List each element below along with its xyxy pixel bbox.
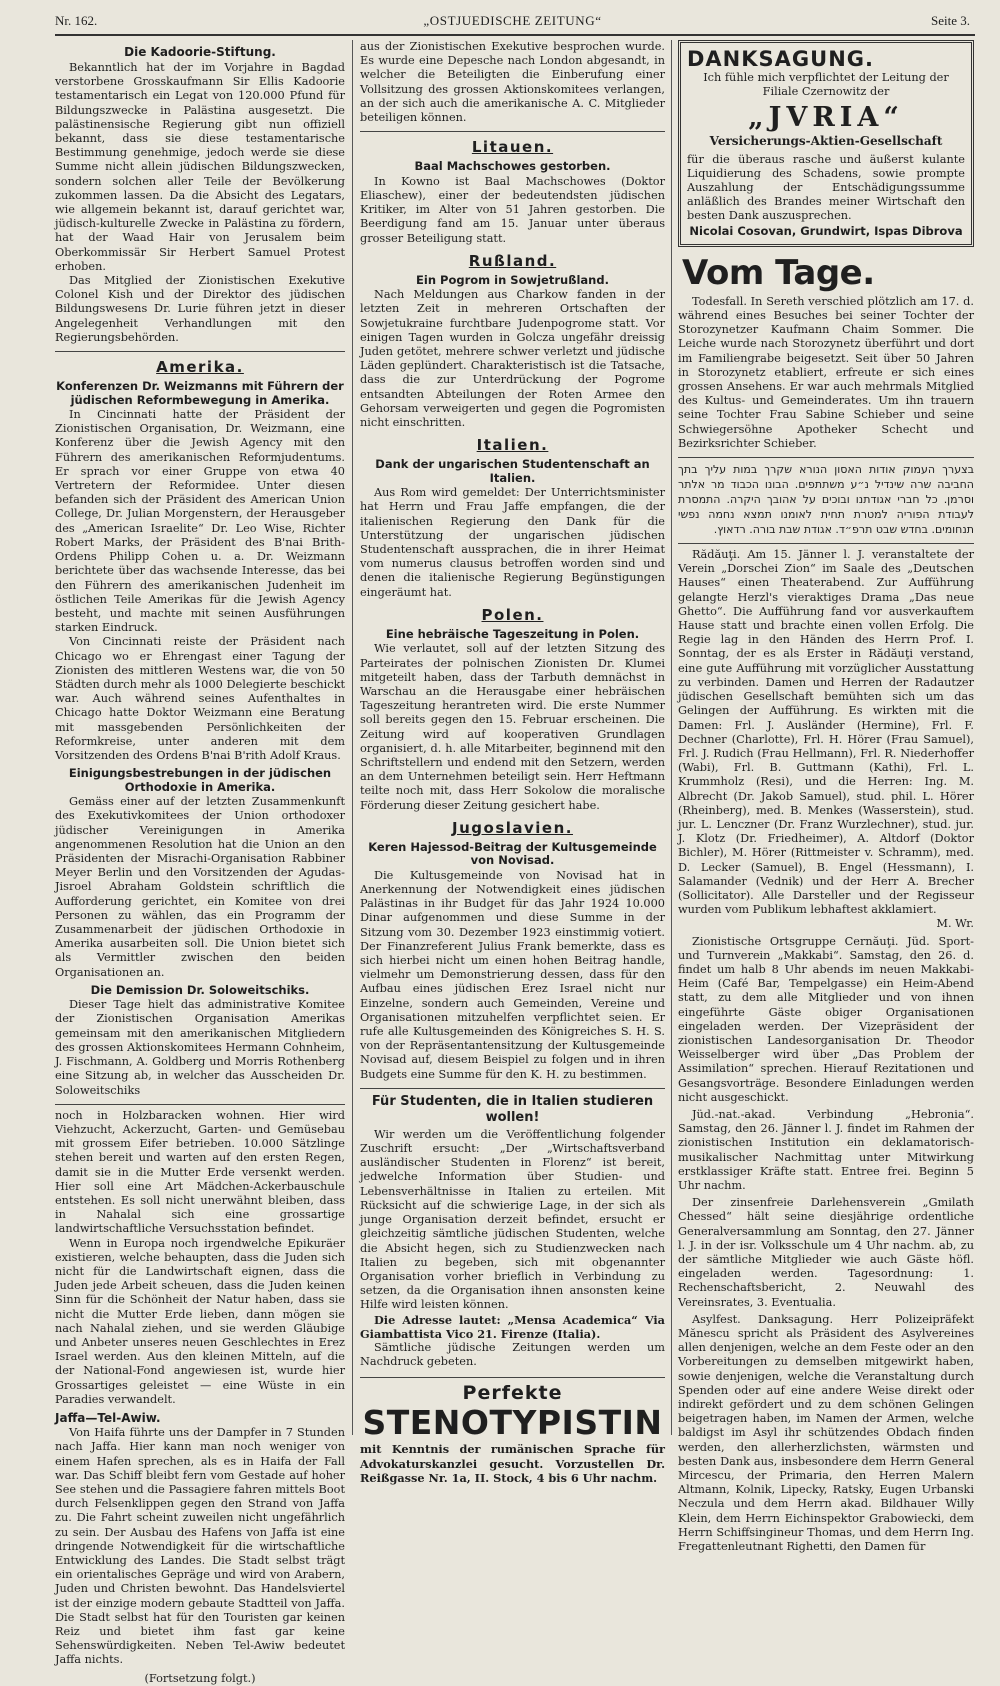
paragraph: Zionistische Ortsgruppe Cernăuţi. Jüd. Sport- und Turnverein „Makkabi“. Samstag, den 26. d. findet um halb 8 Uhr abends im neuen Makkabi-Heim (Café Bar, Tempelgasse) ein Heim-Abend statt, zu dem alle Mitglieder und von ihnen eingeführte Gäste obiger Organisationen eingeladen werden. Der Vizepräsident der zionistischen Landesorganisation Dr. Theodor Weisselberger wird über „Das Problem der Assimilation“ sprechen. Hierauf Rezitationen und Gesangsvorträge. Besondere Einladungen werden nicht ausgeschickt. — [678, 934, 974, 1104]
paragraph: Aus Rom wird gemeldet: Der Unterrichtsminister hat Herrn und Frau Jaffe empfangen, die der italienischen Regierung den Dank für die Unterstützung der ungarischen jüdischen Studentenschaft aussprachen, die in ihrer Heimat vom numerus clausus betroffen worden sind und denen die italienische Regierung Begünstigungen eingeräumt hat. — [360, 486, 665, 599]
divider — [678, 543, 974, 544]
subheading: Jaffa—Tel-Awiw. — [55, 1410, 161, 1425]
section-title-vom-tage: Vom Tage. — [682, 252, 875, 293]
column-1 — [55, 40, 345, 1685]
section-russland — [360, 252, 665, 431]
paragraph: Das Mitglied der Zionistischen Exekutive Colonel Kish und der Direktor des jüdischen Bildungswesens Dr. Lurie führen jetzt in dieser Angelegenheit Verhandlungen mit den Regierungsbehörden. — [55, 274, 345, 344]
paragraph: In Kowno ist Baal Machschowes (Doktor Eliaschew), einer der bedeutendsten jüdischen Kritiker, im Alter von 51 Jahren gestorben. Die Beerdigung fand am 15. Januar unter überaus grosser Beteiligung statt. — [360, 174, 665, 245]
paragraph: Wenn in Europa noch irgendwelche Epikuräer existieren, welche behaupten, dass die Juden sich nicht für die Landwirtschaft eignen, dass die Juden jede Arbeit scheuen, dass die Juden keinen Sinn für die Schönheit der Natur haben, dass sie nicht die Mutter Erde lieben, dann mögen sie nach Nahalal ziehen, und sie werden Gläubige und Anbeter unseres neuen Geschlechtes in Erez Israel werden. Aus den kleinen Mitteln, auf die der National-Fond angewiesen ist, wurde hier Grossartiges geleistet — eine Wüste in ein Paradies verwandelt. — [55, 1236, 345, 1406]
page-label: Seite 3. — [931, 13, 970, 28]
page-header — [55, 14, 970, 30]
paragraph: Die Kultusgemeinde von Novisad hat in Anerkennung der Notwendigkeit eines jüdischen Palästinas in ihr Budget für das Jahr 1924 10.000 Dinar aufgenommen und diese Summe in der Sitzung vom 30. Dezember 1923 einstimmig votiert. Der Finanzreferent Julius Frank bemerkte, dass es sich hierbei nicht um einen hohen Beitrag handle, vielmehr um Demonstrierung dessen, dass für den Aufbau eines jüdischen Erez Israel nicht nur Einzelne, sondern auch Gemeinden, Vereine und Organisationen mitzuhelfen verpflichtet seien. Er rufe alle Kultusgemeinden des Königreiches S. H. S. von der Repräsentantensitzung der Kultusgemeinde Novisad auf, diesem Beispiel zu folgen und in ihren Budgets eine Summe für den K. H. zu bestimmen. — [360, 868, 665, 1081]
article-headline: Die Kadoorie-Stiftung. — [124, 45, 276, 59]
section-jugoslavien — [360, 819, 665, 1082]
paragraph: noch in Holzbaracken wohnen. Hier wird Viehzucht, Ackerzucht, Garten- und Gemüsebau mit grossem Eifer betrieben. 10.000 Sätzlinge stehen bereit und warten auf den ersten Regen, damit sie in die Mutter Erde versenkt werden. Hier soll eine Art Mädchen-Ackerbauschule entstehen. Es soll nicht unerwähnt bleiben, dass in Nahalal sich eine grossartige landwirtschaftliche Versuchsstation befindet. — [55, 1108, 345, 1236]
article-headline: Einigungsbestrebungen in der jüdischen Orthodoxie in Amerika. — [68, 766, 332, 794]
article-headline: Eine hebräische Tageszeitung in Polen. — [385, 626, 640, 641]
paragraph: Ich fühle mich verpflichtet der Leitung der Filiale Czernowitz der — [703, 71, 949, 99]
header-rule — [55, 34, 975, 36]
paragraph: In Cincinnati hatte der Präsident der Zionistischen Organisation, Dr. Weizmann, eine Konferenz über die Jewish Agency mit den Führern des amerikanischen Reformjudentums. Er sprach vor einer Gruppe von etwa 40 Vertretern der Reformidee. Unter diesen befanden sich der Präsident des American Union College, Dr. Julian Morgenstern, der Herausgeber des „American Israelite“ Dr. Leo Wise, Richter Robert Marks, der Präsident des B'nai Brith-Ordens Philipp Cohen u. a. Dr. Weizmann berichtete über das wachsende Interesse, das bei den Führern des amerikanischen Judenheit im östlichen Teile Amerikas für die Jewish Agency besteht, und machte mit seinen Ausführungen starken Eindruck. — [55, 408, 345, 635]
page-number: Nr. 162. — [55, 13, 98, 28]
box-title: DANKSAGUNG. — [687, 47, 874, 71]
paragraph: Rădăuţi. Am 15. Jänner l. J. veranstaltete der Verein „Dorschei Zion“ im Saale des „Deutschen Hauses“ einen Theaterabend. Zur Aufführung gelangte Herzl's vieraktiges Drama „Das neue Ghetto“. Die Aufführung fand vor ausverkauftem Hause statt und brachte einen vollen Erfolg. Die Regie lag in den Händen des Herrn Prof. I. Sonntag, der es als Erster in Rădăuţi verstand, eine gute Aufführung mit vorzüglicher Ausstattung zu verbinden. Damen und Herren der Radautzer jüdischen Gesellschaft bemühten sich um das Gelingen der Aufführung. Es wirkten mit die Damen: Frl. J. Ausländer (Hermine), Frl. F. Dechner (Charlotte), Frl. H. Hörer (Frau Samuel), Frl. J. Rudich (Frau Hellmann), Frl. R. Niederhoffer (Wabi), Frl. B. Guttmann (Kathi), Frl. L. Krummholz (Resi), und die Herren: Ing. M. Albrecht (Dr. Jakob Samuel), stud. phil. L. Hörer (Rheinberg), med. B. Menkes (Wasserstein), stud. jur. L. Lenczner (Dr. Franz Wurzlechner), stud. jur. J. Klotz (Dr. Friedheimer), A. Altdorf (Doktor Bichler), M. Hörer (Rittmeister v. Schramm), med. D. Lecker (Samuel), B. Engel (Hessmann), I. Salamander (Vednik) und der Herr A. Brecher (Sollicitator). Alle Darsteller und der Regisseur wurden vom Publikum lebhaftest akklamiert. — [678, 548, 974, 917]
advertisement-stenotypistin — [360, 1377, 665, 1485]
column-2 — [360, 40, 665, 1485]
article-studenten — [360, 1094, 665, 1369]
paragraph: Die Adresse lautet: „Mensa Academica“ Via Giambattista Vico 21. Firenze (Italia). — [360, 1312, 665, 1341]
signature: M. Wr. — [936, 917, 974, 931]
divider — [55, 1104, 345, 1105]
paragraph: Von Haifa führte uns der Dampfer in 7 Stunden nach Jaffa. Hier kann man noch weniger von einem Hafen sprechen, als es in Haifa der Fall war. Das Schiff bleibt fern vom Gestade auf hoher See stehen und die Passagiere fahren mittels Boot durch Felsenklippen gegen den Strand von Jaffa zu. Die Fahrt scheint zuweilen nicht ungefährlich zu sein. Der Ausbau des Hafens von Jaffa ist eine dringende Notwendigkeit für die wirtschaftliche Entwicklung des Landes. Die Stadt selbst trägt ein orientalisches Gepräge und wird von Arabern, Juden und Christen bewohnt. Das Handelsviertel ist der einzige modern gebaute Stadtteil von Jaffa. Die Stadt selbst hat für den Touristen gar keinen Reiz und bietet ihm fast gar keine Sehenswürdigkeiten. Neben Tel-Awiw bedeutet Jaffa nichts. — [55, 1426, 345, 1667]
article-headline: Keren Hajessod-Beitrag der Kultusgemeinde von Novisad. — [368, 839, 657, 868]
article-continuation — [55, 1109, 345, 1686]
section-polen — [360, 606, 665, 813]
article-kadoorie — [55, 45, 345, 345]
section-title: Jugoslavien. — [452, 818, 573, 837]
divider — [678, 457, 974, 458]
box-signature: Nicolai Cosovan, Grundwirt, Ispas Dibrova — [689, 223, 963, 238]
section-italien — [360, 436, 665, 600]
paragraph: Von Cincinnati reiste der Präsident nach Chicago wo er Ehrengast einer Tagung der Zionisten des mittleren Westens war, die von 50 Städten durch mehr als 1000 Delegierte beschickt war. Auch während seines Aufenthaltes in Chicago hatte Doktor Weizmann eine Beratung mit massgebenden Persönlichkeiten der Reformkreise, unter anderen mit dem Vorsitzenden des Ordens B'nai B'rith Adolf Kraus. — [55, 635, 345, 762]
column-divider — [352, 40, 353, 1435]
paragraph: Bekanntlich hat der im Vorjahre in Bagdad verstorbene Grosskaufmann Sir Ellis Kadoorie testamentarisch ein Legat von 120.000 Pfund für Bildungszwecke in Palästina ausgesetzt. Die palästinensische Regierung gibt nun offiziell bekannt, dass sie diese testamentarische Bestimmung genehmige, jedoch werde sie diese Summe nicht allein jüdischen Bildungszwecken, sondern solchen aller Teile der Bevölkerung zukommen lassen. Da die Absicht des Legatars, wie allgemein bekannt ist, darauf gerichtet war, jüdisch-kulturelle Zwecke in Palästina zu fördern, hat der Waad Hair von Jerusalem beim Oberkommissär Sir Herbert Samuel Protest erhoben. — [55, 61, 345, 273]
ad-body: mit Kenntnis der rumänischen Sprache für Advokaturskanzlei gesucht. Vorzustellen Dr. Reißgasse Nr. 1a, II. Stock, 4 bis 6 Uhr nachm. — [360, 1442, 665, 1485]
section-title: Amerika. — [156, 358, 244, 377]
section-title: Rußland. — [468, 251, 557, 270]
paragraph: Wir werden um die Veröffentlichung folgender Zuschrift ersucht: „Der „Wirtschaftsverband ausländischer Studenten in Florenz“ ist bereit, jedwelche Information über Studien- und Lebensverhältnisse in Italien zu erteilen. Mit Rücksicht auf die schwierige Lage, in der sich als junge Organisation derzeit befindet, ersucht er gleichzeitig sämtliche jüdischen Studenten, welche die Absicht hegen, sich zu Studienzwecken nach Italien zu begeben, sich mit obgenannter Organisation vorher brieflich in Verbindung zu setzen, da die Organisation ihnen ansonsten keine Hilfe wird leisten können. — [360, 1127, 665, 1312]
section-litauen — [360, 138, 665, 246]
paragraph: Todesfall. In Sereth verschied plötzlich am 17. d. während eines Besuches bei seiner Tochter der Storozynetzer Kaufmann Chaim Sommer. Die Leiche wurde nach Storozynetz überführt und dort im Familiengrabe beigesetzt. Seit über 50 Jahren in Storozynetz etabliert, erfreute er sich eines grossen Ansehens. Er war auch mehrmals Mitglied des Kultus- und Gemeinderates. Um ihn trauern seine Tochter Frau Sabine Schieber und seine Schwiegersöhne Apotheker Schecht und Bezirksrichter Schieber. — [678, 294, 974, 450]
paragraph: Jüd.-nat.-akad. Verbindung „Hebronia“. Samstag, den 26. Jänner l. J. findet im Rahmen der zionistischen Institution ein deklamatorisch-musikalischer Nachmittag unter Mitwirkung erstklassiger Kräfte statt. Entree frei. Beginn 5 Uhr nachm. — [678, 1107, 974, 1192]
section-title: Litauen. — [471, 138, 554, 157]
article-headline: Baal Machschowes gestorben. — [414, 159, 611, 174]
divider — [360, 1088, 665, 1089]
paragraph: Nach Meldungen aus Charkow fanden in der letzten Zeit in mehreren Ortschaften der Sowjetukraine furchtbare Judenpogrome statt. Vor einigen Tagen wurden in Golcza ungefähr dreissig Juden getötet, mehrere schwer verletzt und jüdische Läden geplündert. Charakteristisch ist die Tatsache, dass die zur Unterdrückung der Pogrome entsandten Abteilungen der Roten Armee den Gehorsam verweigerten und gegen die Pogromisten nicht einschritten. — [360, 288, 665, 430]
divider — [55, 351, 345, 352]
paragraph: aus der Zionistischen Exekutive besprochen wurde. Es wurde eine Depesche nach London abgesandt, in welcher die Beteiligten die Einberufung einer Vollsitzung des grossen Aktionskomitees verlangen, an der sich auch die amerikanische A. C. Mitglieder beteiligen können. — [360, 40, 665, 125]
paragraph: für die überaus rasche und äußerst kulante Liquidierung des Schadens, sowie prompte Auszahlung der Entschädigungssumme anläßlich des Brandes meiner Wirtschaft den besten Dank auszusprechen. — [687, 152, 965, 223]
paragraph: Gemäss einer auf der letzten Zusammenkunft des Exekutivkomitees der Union orthodoxer jüdischer Vereinigungen in Amerika angenommenen Resolution hat die Union an den Präsidenten der Misrachi-Organisation Rabbiner Meyer Berlin und den Vorsitzenden der Agudas-Jisroel Abraham Goldstein schriftlich die Aufforderung gerichtet, ein Komitee von drei Personen zu wählen, das ein Programm der Zusammenarbeit der jüdischen Orthodoxie in Amerika ausarbeiten soll. Die Union bietet sich als Vermittler zwischen den beiden Organisationen an. — [55, 795, 345, 979]
hebrew-notice: בצערך העמוק אודות האסון הנורא שקרך במות עליך בתך החביבה שרה שינדיל נ״ע משתתפים. הבונו הכבוד מר אלתר וסרמן. כל חברי אגודתנו ובוכים על אהובך היקרה. התמסרת לעבודת הפוריה למטרת תחית לאומנו תמצא נחמה נפשי תנחומים. בחדש שבט תרפ״ד. אגודת שבת בורה. רדאוץ. — [678, 463, 974, 537]
divider — [360, 131, 665, 132]
article-headline: Für Studenten, die in Italien studieren wollen! — [371, 1093, 654, 1125]
article-headline: Die Demission Dr. Soloweitschiks. — [90, 982, 310, 997]
column-3 — [678, 40, 974, 1554]
article-headline: Ein Pogrom in Sowjetrußland. — [416, 272, 609, 287]
ad-headline: Perfekte — [462, 1382, 563, 1405]
newspaper-title: „OSTJUEDISCHE ZEITUNG“ — [423, 13, 602, 28]
ad-title: STENOTYPISTIN — [362, 1403, 663, 1443]
company-subtitle: Versicherungs-Aktien-Gesellschaft — [709, 134, 943, 149]
company-name: „JVRIA“ — [748, 102, 904, 134]
section-title: Polen. — [481, 605, 544, 624]
article-headline: Dank der ungarischen Studentenschaft an Italien. — [375, 457, 650, 485]
article-headline: Konferenzen Dr. Weizmanns mit Führern der jüdischen Reformbewegung in Amerika. — [56, 379, 344, 407]
paragraph: Asylfest. Danksagung. Herr Polizeipräfekt Mănescu spricht als Präsident des Asylvereines allen denjenigen, welche an dem Feste oder an den Vorbereitungen zu demselben mitgewirkt haben, sowie denjenigen, welche die Veranstaltung durch Spenden oder auf eine andere Weise direkt oder indirekt gefördert und zu dem schönen Gelingen beigetragen haben, im Namen der Armen, welche baldigst im Asyl ihr schützendes Obdach finden werden, den allerherzlichsten, wärmsten und besten Dank aus, insbesondere dem Herrn General Mircescu, der Primaria, den Herren Malern Altmann, Kolnik, Lipecky, Ratsky, Eugen Urbanski Neczula und dem Herrn akad. Bildhauer Willy Klein, dem Herrn Eichinspektor Grabowiecki, dem Herrn Schiffsingineur Thomas, und dem Herrn Ing. Fregattenleutnant Righetti, den Damen für — [678, 1312, 974, 1554]
paragraph: Der zinsenfreie Darlehensverein „Gmilath Chessed“ hält seine diesjährige ordentliche Generalversammlung am Sonntag, den 27. Jänner l. J. in der isr. Volksschule um 4 Uhr nachm. ab, zu der sämtliche Mitglieder wie auch Gäste höfl. eingeladen werden. Tagesordnung: 1. Rechenschaftsbericht, 2. Neuwahl des Vereinsrates, 3. Eventualia. — [678, 1196, 974, 1309]
paragraph: Dieser Tage hielt das administrative Komitee der Zionistischen Organisation Amerikas gemeinsam mit den amerikanischen Mitgliedern des grossen Aktionskomitees Hermann Cohnheim, J. Fischmann, A. Goldberg und Morris Rothenberg eine Sitzung ab, in welcher das Ausscheiden Dr. Soloweitschiks — [55, 998, 345, 1097]
section-amerika — [55, 358, 345, 1098]
column-divider — [671, 40, 672, 1435]
paragraph: Wie verlautet, soll auf der letzten Sitzung des Parteirates der polnischen Zionisten Dr. Klumei mitgeteilt haben, dass der Tarbuth demnächst in Warschau an die Herausgabe einer hebräischen Tageszeitung herantreten wird. Die erste Nummer soll bereits gegen den 15. Februar erscheinen. Die Zeitung wird auf kooperativen Grundlagen organisiert, d. h. alle Mitarbeiter, beginnend mit den Schriftstellern und endend mit den Setzern, werden an dem Unternehmen beteiligt sein. Herr Heftmann teilte noch mit, dass Herr Sokolow die moralische Förderung dieser Zeitung gesichert habe. — [360, 642, 665, 812]
section-title: Italien. — [476, 436, 549, 455]
danksagung-box — [678, 40, 974, 247]
paragraph: Sämtliche jüdische Zeitungen werden um Nachdruck gebeten. — [360, 1340, 665, 1369]
continuation-note: (Fortsetzung folgt.) — [144, 1671, 256, 1685]
